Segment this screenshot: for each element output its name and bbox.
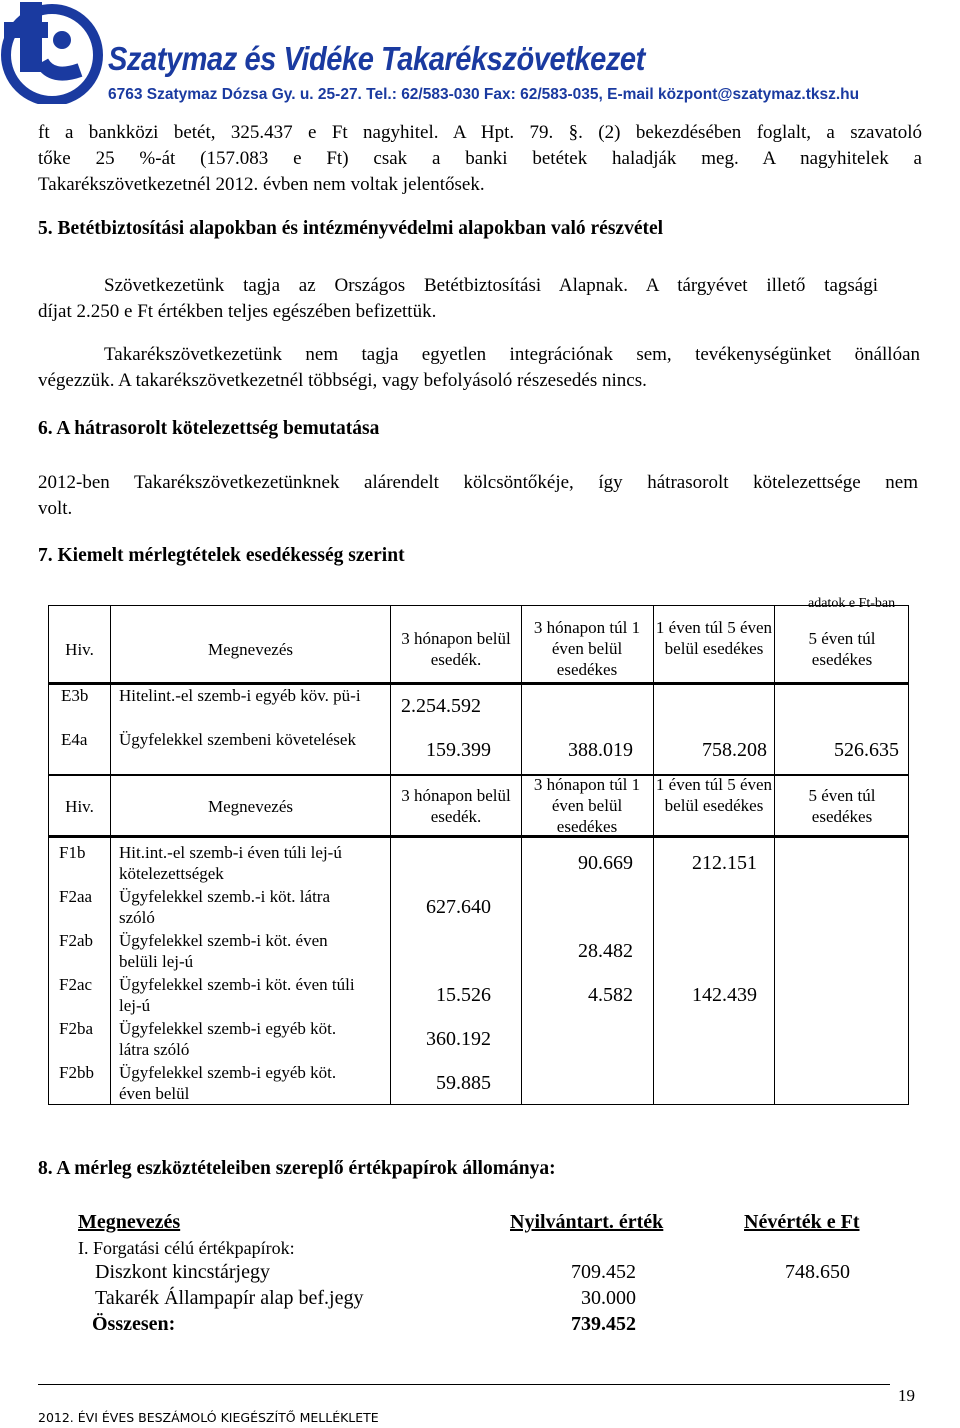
securities-col-name: Megnevezés (78, 1211, 181, 1233)
section-6-line-1: 2012-ben Takarékszövetkezetünknek alárendelt kölcsöntőkéje, így hátrasorolt kötelezettsége nem (38, 472, 918, 493)
securities-row-book: 30.000 (581, 1287, 636, 1309)
securities-total-label: Összesen: (92, 1313, 176, 1335)
unit-note: adatok e Ft-ban (808, 596, 896, 611)
footer-title: 2012. ÉVI ÉVES BESZÁMOLÓ KIEGÉSZÍTŐ MELLÉKLETE (38, 1410, 379, 1425)
section-5-p2-line-1: Takarékszövetkezetünk nem tagja egyetlen integrációnak sem, tevékenységünket önállóan (104, 344, 920, 365)
securities-row-face: 748.650 (785, 1261, 850, 1283)
org-address: 6763 Szatymaz Dózsa Gy. u. 25-27. Tel.: 62/583-030 Fax: 62/583-035, E-mail központ@szatymaz.tksz.hu (108, 86, 860, 103)
asset-value: 758.208 (702, 739, 767, 761)
liability-ref: F2ac (59, 975, 93, 994)
th-3m-1y-2: 3 hónapon túl 1 éven belül esedékes (533, 775, 641, 836)
liability-name: Hit.int.-el szemb-i éven túli lej-ú kötelezettségek (119, 843, 342, 883)
liability-value: 4.582 (588, 984, 633, 1006)
th-name: Megnevezés (208, 640, 293, 659)
securities-row-book: 709.452 (571, 1261, 636, 1283)
section-5-p1-line-1: Szövetkezetünk tagja az Országos Betétbiztosítási Alapnak. A tárgyévet illető tagsági (104, 275, 878, 296)
liability-value: 15.526 (436, 984, 491, 1006)
maturity-table (48, 605, 909, 1105)
securities-total-book: 739.452 (571, 1313, 636, 1335)
liability-name: Ügyfelekkel szemb-i egyéb köt. látra szóló (119, 1019, 337, 1059)
org-name: Szatymaz és Vidéke Takarékszövetkezet (108, 40, 645, 77)
section-7-heading: 7. Kiemelt mérlegtételek esedékesség szerint (38, 545, 405, 566)
th-3m-2: 3 hónapon belül esedék. (401, 786, 511, 826)
asset-value: 159.399 (426, 739, 491, 761)
th-ref-2: Hiv. (65, 797, 94, 816)
liability-ref: F2ba (59, 1019, 93, 1038)
section-6-line-2: volt. (38, 498, 73, 519)
securities-group: I. Forgatási célú értékpapírok: (78, 1238, 295, 1258)
liability-name: Ügyfelekkel szemb-i köt. éven túli lej-ú (119, 975, 355, 1015)
asset-name: Hitelint.-el szemb-i egyéb köv. pü-i (119, 686, 361, 705)
liability-name: Ügyfelekkel szemb.-i köt. látra szóló (119, 887, 331, 927)
org-logo-icon (0, 0, 104, 104)
page-number: 19 (898, 1386, 915, 1405)
intro-line-2: tőke 25 %-át (157.083 e Ft) csak a banki betétek haladják meg. A nagyhitelek a (38, 148, 922, 169)
th-1y-5y: 1 éven túl 5 éven belül esedékes (655, 618, 773, 658)
section-8-heading: 8. A mérleg eszköztételeiben szereplő értékpapírok állománya: (38, 1158, 556, 1179)
liability-value: 90.669 (578, 852, 633, 874)
th-ref: Hiv. (65, 640, 94, 659)
th-3m-1y: 3 hónapon túl 1 éven belül esedékes (533, 618, 641, 679)
securities-row-name: Takarék Állampapír alap bef.jegy (95, 1287, 364, 1309)
intro-line-1: ft a bankközi betét, 325.437 e Ft nagyhitel. A Hpt. 79. §. (2) bekezdésében foglalt, a szavatoló (38, 122, 922, 143)
liability-name: Ügyfelekkel szemb-i egyéb köt. éven belül (119, 1063, 337, 1103)
securities-col-face: Névérték e Ft (744, 1211, 860, 1233)
asset-ref: E4a (61, 730, 88, 749)
liability-value: 627.640 (426, 896, 491, 918)
th-5y-2: 5 éven túl esedékes (808, 786, 876, 826)
section-5-p2-line-2: végezzük. A takarékszövetkezetnél többségi, vagy befolyásoló részesedés nincs. (38, 370, 647, 391)
liability-name: Ügyfelekkel szemb-i köt. éven belüli lej-ú (119, 931, 328, 971)
org-logo (0, 0, 104, 104)
securities-col-book: Nyilvántart. érték (510, 1211, 664, 1233)
liability-ref: F2aa (59, 887, 93, 906)
section-5-p1-line-2: díjat 2.250 e Ft értékben teljes egészében befizettük. (38, 301, 437, 322)
section-6-heading: 6. A hátrasorolt kötelezettség bemutatása (38, 418, 380, 439)
liability-ref: F2bb (59, 1063, 94, 1082)
liability-ref: F2ab (59, 931, 93, 950)
asset-value: 388.019 (568, 739, 633, 761)
liability-value: 360.192 (426, 1028, 491, 1050)
th-3m: 3 hónapon belül esedék. (401, 629, 511, 669)
asset-name: Ügyfelekkel szembeni követelések (119, 730, 356, 749)
asset-ref: E3b (61, 686, 89, 705)
asset-value: 526.635 (834, 739, 899, 761)
th-5y: 5 éven túl esedékes (808, 629, 876, 669)
liability-value: 28.482 (578, 940, 633, 962)
footer-rule (38, 1384, 890, 1385)
liability-value: 59.885 (436, 1072, 491, 1094)
th-1y-5y-2: 1 éven túl 5 éven belül esedékes (655, 775, 773, 815)
liability-ref: F1b (59, 843, 86, 862)
asset-value: 2.254.592 (401, 695, 481, 717)
liability-value: 142.439 (692, 984, 757, 1006)
intro-line-3: Takarékszövetkezetnél 2012. évben nem voltak jelentősek. (38, 174, 485, 195)
section-5-heading: 5. Betétbiztosítási alapokban és intézményvédelmi alapokban való részvétel (38, 218, 664, 239)
liability-value: 212.151 (692, 852, 757, 874)
securities-row-name: Diszkont kincstárjegy (95, 1261, 270, 1283)
th-name-2: Megnevezés (208, 797, 293, 816)
